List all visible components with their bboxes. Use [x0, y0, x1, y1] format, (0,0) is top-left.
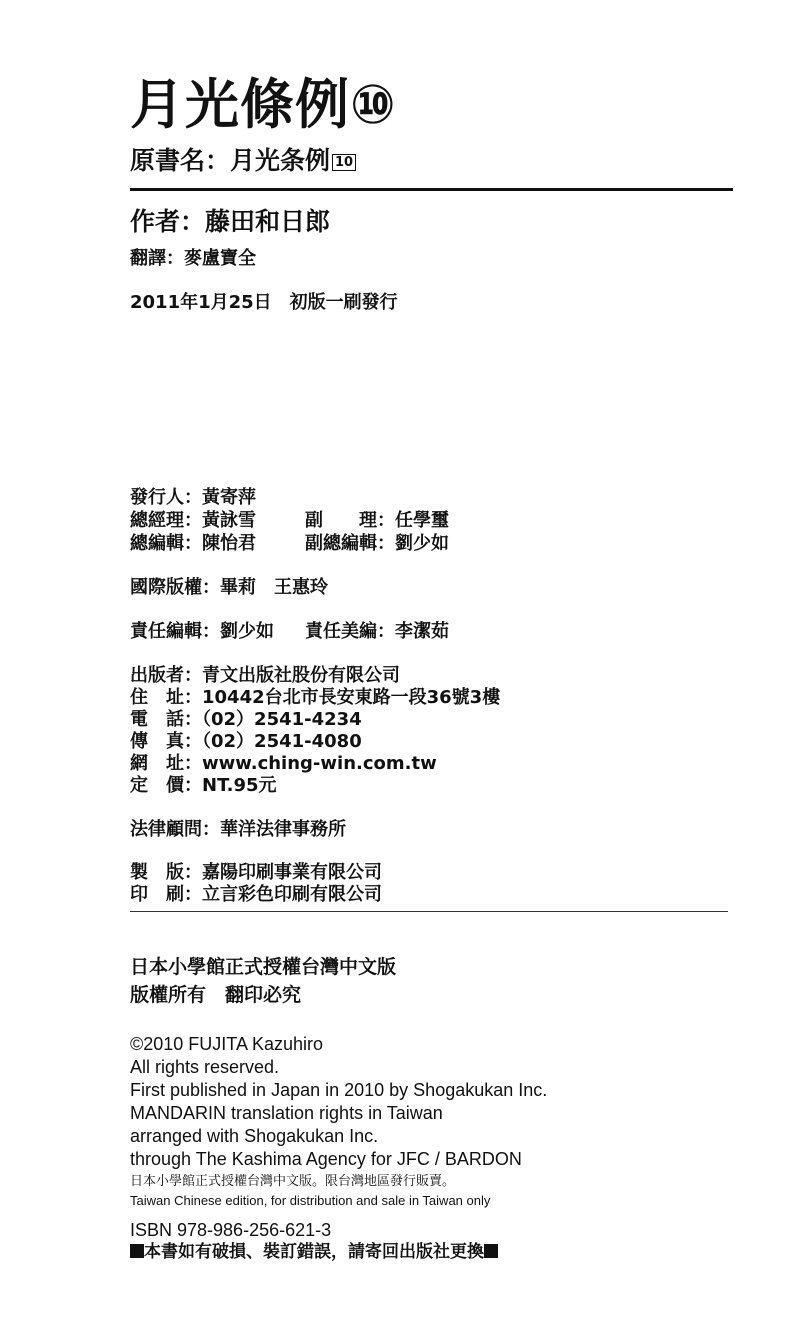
footer-divider [130, 911, 728, 912]
publisher-name: 出版者：青文出版社股份有限公司 [130, 665, 400, 686]
original-title-volume: 10 [332, 154, 356, 171]
responsible-editor: 責任編輯：劉少如 [130, 621, 274, 642]
replacement-notice-text: 本書如有破損、裝訂錯誤，請寄回出版社更換 [144, 1242, 484, 1262]
replacement-notice [130, 1244, 498, 1261]
isbn: ISBN 978-986-256-621-3 [130, 1220, 332, 1240]
rights-reserved-statement: 版權所有 翻印必究 [130, 984, 302, 1006]
printer: 印 刷：立言彩色印刷有限公司 [130, 884, 382, 905]
publisher-website: 網 址：www.ching-win.com.tw [130, 753, 437, 774]
deputy-chief-editor: 副總編輯：劉少如 [305, 533, 449, 554]
legal-counsel: 法律顧問：華洋法律事務所 [130, 819, 346, 840]
chief-editor: 總編輯：陳怡君 [130, 533, 256, 554]
art-editor: 責任美編：李潔茹 [305, 621, 449, 642]
plate-maker: 製 版：嘉陽印刷事業有限公司 [130, 862, 382, 883]
publish-date: 2011年1月25日 初版一刷發行 [130, 292, 398, 313]
price: 定 價：NT.95元 [130, 775, 277, 796]
book-title: 月光條例⑩ [130, 73, 397, 136]
original-title [130, 148, 356, 173]
license-statement: 日本小學館正式授權台灣中文版 [130, 956, 397, 978]
distribution-english: Taiwan Chinese edition, for distribution and sale in Taiwan only [130, 1193, 491, 1208]
copyright-line: First published in Japan in 2010 by Shogakukan Inc. [130, 1080, 548, 1100]
copyright-line: ©2010 FUJITA Kazuhiro [130, 1034, 324, 1054]
square-bullet-icon [130, 1244, 144, 1258]
header-divider [130, 188, 733, 191]
translator-credit: 翻譯：麥盧寶全 [130, 248, 256, 269]
copyright-line: All rights reserved. [130, 1057, 280, 1077]
author-credit: 作者：藤田和日郎 [130, 207, 331, 236]
publisher-person: 發行人：黃寄萍 [130, 487, 256, 508]
publisher-address: 住 址：10442台北市長安東路一段36號3樓 [130, 687, 501, 708]
deputy-manager: 副 理：任學璽 [305, 510, 449, 531]
copyright-line: MANDARIN translation rights in Taiwan [130, 1103, 443, 1123]
distribution-chinese: 日本小學館正式授權台灣中文版。限台灣地區發行販賣。 [130, 1173, 456, 1188]
publisher-fax: 傳 真：（02）2541-4080 [130, 731, 362, 752]
copyright-line: arranged with Shogakukan Inc. [130, 1126, 379, 1146]
general-manager: 總經理：黃詠雪 [130, 510, 256, 531]
international-rights: 國際版權：畢莉 王惠玲 [130, 577, 328, 598]
publisher-phone: 電 話：（02）2541-4234 [130, 709, 362, 730]
copyright-line: through The Kashima Agency for JFC / BARDON [130, 1149, 522, 1169]
square-bullet-icon [484, 1244, 498, 1258]
original-title-label: 原書名：月光条例 [130, 146, 331, 175]
